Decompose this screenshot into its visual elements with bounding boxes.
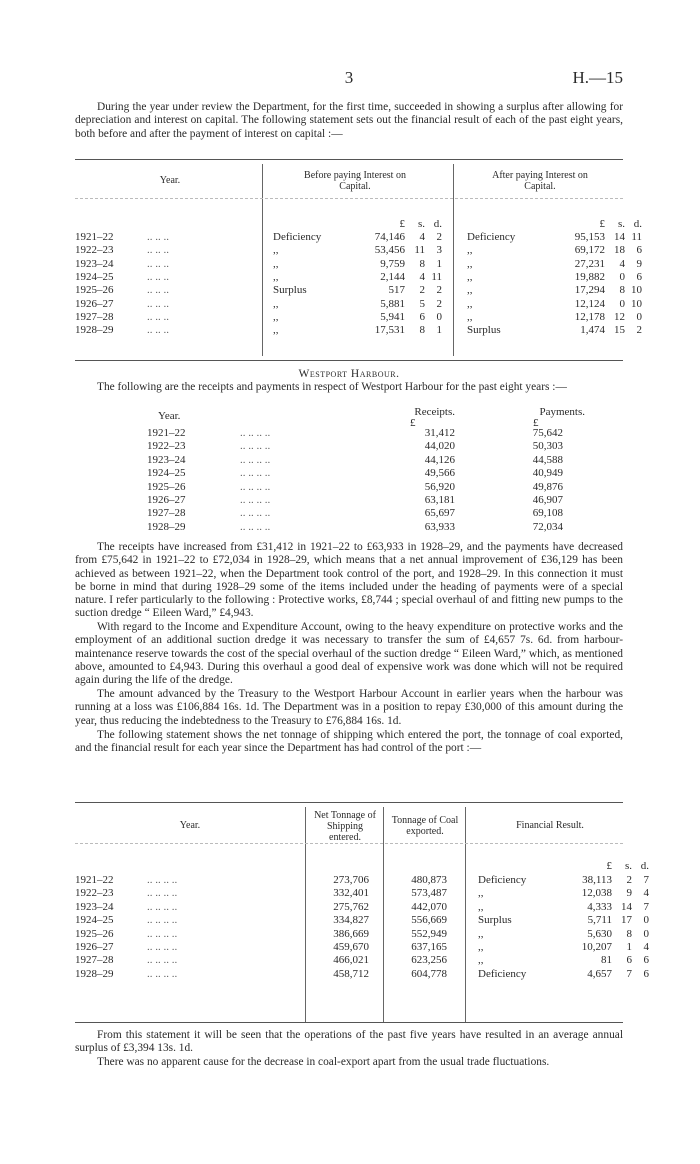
after-pence-cell: 11 — [631, 231, 642, 243]
result-label-cell: ,, — [478, 887, 484, 900]
leader-dots: .. .. .. .. — [240, 507, 271, 520]
year-cell: 1925–26 — [147, 480, 186, 493]
after-label-cell: ,, — [467, 284, 473, 297]
after-shillings-cell: 0 — [619, 297, 625, 310]
payments-cell: 44,588 — [532, 453, 563, 466]
result-shillings-cell: 6 — [626, 954, 632, 967]
result-shillings-cell: 14 — [621, 900, 632, 913]
westport-body — [75, 427, 623, 535]
coal-cell: 556,669 — [411, 914, 447, 927]
leader-dots: .. .. .. — [147, 244, 169, 257]
after-pence-cell: 9 — [636, 257, 642, 270]
leader-dots: .. .. .. — [147, 284, 169, 297]
year-cell: 1921–22 — [75, 874, 114, 886]
result-shillings-cell: 1 — [626, 941, 632, 953]
after-pounds-cell: 1,474 — [580, 324, 605, 337]
result-label-cell: ,, — [478, 900, 484, 913]
table1-year-header: Year. — [159, 175, 181, 186]
result-pounds-cell: 81 — [601, 954, 612, 967]
table3-coal-header: Tonnage of Coal exported. — [391, 815, 459, 837]
after-shillings-cell: 12 — [614, 310, 625, 323]
year-cell: 1926–27 — [75, 941, 114, 953]
result-label-cell: Surplus — [478, 914, 512, 927]
leader-dots: .. .. .. — [147, 231, 169, 243]
table-row — [75, 521, 623, 534]
after-shillings-cell: 14 — [614, 231, 625, 243]
tonnage-cell: 386,669 — [333, 927, 369, 940]
table-row — [75, 494, 623, 507]
after-pounds-cell: 12,178 — [574, 310, 605, 323]
result-shillings-cell: 9 — [626, 887, 632, 900]
table1-header-rule — [75, 198, 623, 199]
coal-cell: 480,873 — [411, 874, 447, 886]
payments-cell: 72,034 — [532, 520, 563, 533]
table1-bottom-rule — [75, 360, 623, 361]
result-pounds-cell: 5,711 — [587, 914, 612, 927]
intro-paragraph: During the year under review the Department, for the first time, succeeded in showing a surplus after allowing for depreciation and interest on capital. The following statement sets out the financial result of each of the past eight years, both before and after the payment of interest on capital :— — [75, 101, 623, 140]
table-row — [75, 887, 649, 900]
table-row — [75, 874, 649, 887]
coal-paragraph: There was no apparent cause for the decrease in coal-export apart from the usual trade fluctuations. — [97, 1056, 550, 1068]
leader-dots: .. .. .. .. — [240, 467, 271, 480]
leader-dots: .. .. .. — [147, 310, 169, 323]
result-pence-cell: 4 — [643, 941, 649, 953]
result-pence-cell: 0 — [643, 914, 649, 927]
unit-pence: d. — [633, 218, 642, 230]
after-label-cell: ,, — [467, 270, 473, 283]
after-shillings-cell: 8 — [619, 284, 625, 297]
result-pence-cell: 6 — [643, 967, 649, 980]
coal-cell: 552,949 — [411, 927, 447, 940]
before-pounds-cell: 17,531 — [374, 324, 405, 337]
table-row — [75, 954, 649, 967]
year-cell: 1928–29 — [75, 324, 114, 337]
before-shillings-cell: 6 — [419, 310, 425, 323]
year-cell: 1924–25 — [147, 467, 186, 480]
westport-year-header: Year. — [158, 410, 181, 422]
unit-pounds: £ — [599, 218, 605, 230]
table1-top-rule — [75, 159, 623, 160]
before-label-cell: Surplus — [273, 284, 307, 297]
before-label-cell: ,, — [273, 270, 279, 283]
before-label-cell: ,, — [273, 324, 279, 337]
before-pence-cell: 0 — [436, 310, 442, 323]
after-pounds-cell: 17,294 — [574, 284, 605, 297]
table-row — [75, 440, 623, 453]
table-row — [75, 427, 623, 440]
leader-dots: .. .. .. .. — [240, 494, 271, 506]
table1-before-header: Before paying Interest on Capital. — [304, 170, 406, 192]
after-pence-cell: 10 — [631, 284, 642, 297]
tonnage-cell: 466,021 — [333, 954, 369, 967]
page-number: 3 — [344, 68, 354, 87]
before-pounds-cell: 9,759 — [380, 257, 405, 270]
table3-header-rule — [75, 843, 623, 844]
tonnage-cell: 334,827 — [333, 914, 369, 927]
result-pence-cell: 0 — [643, 927, 649, 940]
before-label-cell: Deficiency — [273, 231, 322, 243]
table3-bottom-rule — [75, 1022, 623, 1023]
before-shillings-cell: 2 — [419, 284, 425, 297]
year-cell: 1928–29 — [147, 520, 186, 533]
before-label-cell: ,, — [273, 257, 279, 270]
year-cell: 1923–24 — [75, 257, 114, 270]
table3-top-rule — [75, 802, 623, 803]
unit-shillings: s. — [417, 218, 425, 230]
table-row — [75, 914, 649, 927]
leader-dots: .. .. .. .. — [147, 954, 178, 967]
receipts-paragraph: The receipts have increased from £31,412 in 1921–22 to £63,933 in 1928–29, and the payments have decreased from £75,642 in 1921–22 to £72,034 in 1928–29, which means that a net annual improvement of £36,129 has been achieved as between 1921–22, when the Department took control of the port, and 1928–29. In this connection it must be borne in mind that during 1928–29 some of the items included under the heading of payments were of a special nature. I refer particularly to the following : Protective works, £8,744 ; special overhaul of and fitting new pumps to the suction dredge “ Eileen Ward,” £4,943. — [75, 541, 623, 620]
result-shillings-cell: 2 — [626, 874, 632, 886]
table3-tonnage-header: Net Tonnage of Shipping entered. — [314, 810, 376, 843]
receipts-cell: 31,412 — [424, 427, 455, 439]
result-pounds-cell: 5,630 — [587, 927, 612, 940]
payments-cell: 40,949 — [532, 467, 563, 480]
page-header — [75, 68, 623, 90]
table-row — [75, 481, 623, 494]
payments-cell: 69,108 — [532, 507, 563, 520]
coal-cell: 637,165 — [411, 941, 447, 953]
table-row — [75, 284, 642, 297]
unit-shillings: s. — [624, 860, 632, 872]
payments-cell: 49,876 — [532, 480, 563, 493]
leader-dots: .. .. .. .. — [147, 941, 178, 953]
unit-pounds: £ — [606, 860, 612, 872]
after-shillings-cell: 4 — [619, 257, 625, 270]
before-shillings-cell: 4 — [419, 270, 425, 283]
treasury-paragraph: The amount advanced by the Treasury to the Westport Harbour Account in earlier years when the harbour was running at a loss was £106,884 16s. 1d. The Department was in a position to repay £30,000 of this amount during the year, thus reducing the indebtedness to the Treasury to £76,884 16s. 1d. — [75, 688, 623, 727]
table3-units-row — [75, 860, 649, 873]
before-pence-cell: 2 — [436, 284, 442, 297]
coal-cell: 442,070 — [411, 900, 447, 913]
table-row — [75, 297, 642, 311]
result-label-cell: Deficiency — [478, 874, 527, 886]
result-pounds-cell: 4,657 — [587, 967, 612, 980]
coal-cell: 573,487 — [411, 887, 447, 900]
table3-body — [75, 874, 649, 1004]
result-pounds-cell: 38,113 — [582, 874, 612, 886]
after-label-cell: ,, — [467, 297, 473, 310]
document-reference: H.—15 — [572, 68, 623, 87]
leader-dots: .. .. .. .. — [147, 914, 178, 927]
year-cell: 1927–28 — [75, 954, 114, 967]
year-cell: 1927–28 — [147, 507, 186, 520]
tonnage-cell: 458,712 — [333, 967, 369, 980]
before-pence-cell: 3 — [436, 244, 442, 257]
result-shillings-cell: 8 — [626, 927, 632, 940]
table-row — [75, 244, 642, 257]
westport-intro: The following are the receipts and payments in respect of Westport Harbour for the past eight years :— — [97, 381, 567, 393]
income-paragraph: With regard to the Income and Expenditure Account, owing to the heavy expenditure on protective works and the employment of an additional suction dredge it was necessary to transfer the sum of £4,657 7s. 6d. from harbour-maintenance reserve towards the cost of the special overhaul of the suction dredge “ Eileen Ward,” which, as mentioned above, amounted to £4,943. During this overhaul a good deal of expensive work was done which will not be required again during the life of the dredge. — [75, 621, 623, 687]
leader-dots: .. .. .. .. — [240, 520, 271, 533]
tonnage-cell: 273,706 — [333, 874, 369, 886]
after-pence-cell: 6 — [636, 270, 642, 283]
tonnage-cell: 332,401 — [333, 887, 369, 900]
tonnage-cell: 459,670 — [333, 941, 369, 953]
westport-payments-header: Payments. — [539, 406, 585, 418]
before-pounds-cell: 517 — [388, 284, 405, 297]
table1-units-row — [75, 218, 642, 231]
year-cell: 1922–23 — [75, 887, 114, 900]
year-cell: 1921–22 — [147, 427, 186, 439]
after-label-cell: ,, — [467, 310, 473, 323]
table-row — [75, 454, 623, 467]
after-label-cell: Deficiency — [467, 231, 516, 243]
after-pence-cell: 0 — [636, 310, 642, 323]
after-pounds-cell: 12,124 — [574, 297, 605, 310]
after-pounds-cell: 69,172 — [574, 244, 605, 257]
table-row — [75, 900, 649, 914]
coal-cell: 623,256 — [411, 954, 447, 967]
westport-receipts-unit: £ — [410, 417, 416, 429]
leader-dots: .. .. .. .. — [240, 480, 271, 493]
table3-year-header: Year. — [179, 820, 201, 831]
year-cell: 1928–29 — [75, 967, 114, 980]
after-pounds-cell: 19,882 — [574, 270, 605, 283]
after-pence-cell: 2 — [636, 324, 642, 337]
after-shillings-cell: 15 — [614, 324, 625, 337]
after-shillings-cell: 18 — [614, 244, 625, 257]
tonnage-cell: 275,762 — [333, 900, 369, 913]
westport-payments-unit: £ — [533, 417, 539, 429]
year-cell: 1926–27 — [75, 297, 114, 310]
year-cell: 1923–24 — [147, 453, 186, 466]
unit-pence: d. — [433, 218, 442, 230]
before-pounds-cell: 74,146 — [374, 231, 405, 243]
unit-pounds: £ — [399, 218, 405, 230]
result-label-cell: ,, — [478, 941, 484, 953]
result-pence-cell: 6 — [643, 954, 649, 967]
statement-paragraph: The following statement shows the net tonnage of shipping which entered the port, the tonnage of coal exported, and the financial result for each year since the Department has had control of the port :— — [75, 729, 623, 755]
westport-receipts-header: Receipts. — [414, 406, 455, 418]
receipts-cell: 63,181 — [424, 494, 455, 506]
before-shillings-cell: 8 — [419, 324, 425, 337]
result-label-cell: ,, — [478, 927, 484, 940]
payments-cell: 50,303 — [532, 440, 563, 453]
result-pounds-cell: 10,207 — [581, 941, 612, 953]
before-pounds-cell: 5,941 — [380, 310, 405, 323]
after-pounds-cell: 27,231 — [574, 257, 605, 270]
table-row — [75, 324, 642, 337]
leader-dots: .. .. .. .. — [240, 453, 271, 466]
receipts-cell: 44,020 — [424, 440, 455, 453]
year-cell: 1925–26 — [75, 284, 114, 297]
after-label-cell: ,, — [467, 244, 473, 257]
result-pence-cell: 7 — [643, 900, 649, 913]
leader-dots: .. .. .. .. — [147, 927, 178, 940]
before-shillings-cell: 4 — [419, 231, 425, 243]
after-shillings-cell: 0 — [619, 270, 625, 283]
after-pence-cell: 6 — [636, 244, 642, 257]
before-pence-cell: 2 — [436, 231, 442, 243]
result-pence-cell: 4 — [643, 887, 649, 900]
year-cell: 1922–23 — [147, 440, 186, 453]
before-shillings-cell: 5 — [419, 297, 425, 310]
table3-result-header: Financial Result. — [516, 820, 584, 831]
table-row — [75, 231, 642, 244]
leader-dots: .. .. .. — [147, 270, 169, 283]
receipts-cell: 56,920 — [424, 480, 455, 493]
result-shillings-cell: 7 — [626, 967, 632, 980]
result-pounds-cell: 4,333 — [587, 900, 612, 913]
before-pounds-cell: 2,144 — [380, 270, 405, 283]
unit-shillings: s. — [617, 218, 625, 230]
table1-body — [75, 231, 642, 361]
before-pence-cell: 1 — [436, 257, 442, 270]
before-pounds-cell: 53,456 — [374, 244, 405, 257]
year-cell: 1922–23 — [75, 244, 114, 257]
leader-dots: .. .. .. .. — [147, 967, 178, 980]
receipts-cell: 65,697 — [424, 507, 455, 520]
year-cell: 1924–25 — [75, 914, 114, 927]
receipts-cell: 63,933 — [424, 520, 455, 533]
year-cell: 1924–25 — [75, 270, 114, 283]
leader-dots: .. .. .. — [147, 297, 169, 310]
year-cell: 1923–24 — [75, 900, 114, 913]
before-label-cell: ,, — [273, 297, 279, 310]
before-pence-cell: 11 — [431, 270, 442, 283]
leader-dots: .. .. .. .. — [147, 874, 178, 886]
before-shillings-cell: 8 — [419, 257, 425, 270]
leader-dots: .. .. .. — [147, 324, 169, 337]
receipts-cell: 49,566 — [424, 467, 455, 480]
receipts-cell: 44,126 — [424, 453, 455, 466]
year-cell: 1926–27 — [147, 494, 186, 506]
year-cell: 1925–26 — [75, 927, 114, 940]
result-label-cell: ,, — [478, 954, 484, 967]
table-row — [75, 941, 649, 954]
leader-dots: .. .. .. — [147, 257, 169, 270]
leader-dots: .. .. .. .. — [240, 440, 271, 453]
after-pence-cell: 10 — [631, 297, 642, 310]
after-label-cell: ,, — [467, 257, 473, 270]
unit-pence: d. — [640, 860, 649, 872]
result-label-cell: Deficiency — [478, 967, 527, 980]
table-row — [75, 967, 649, 981]
year-cell: 1921–22 — [75, 231, 114, 243]
table-row — [75, 270, 642, 284]
payments-cell: 75,642 — [532, 427, 563, 439]
payments-cell: 46,907 — [532, 494, 563, 506]
before-pence-cell: 2 — [436, 297, 442, 310]
result-pounds-cell: 12,038 — [581, 887, 612, 900]
surplus-paragraph: From this statement it will be seen that the operations of the past five years have resulted in an average annual surplus of £3,394 13s. 1d. — [75, 1029, 623, 1055]
after-pounds-cell: 95,153 — [574, 231, 605, 243]
before-pence-cell: 1 — [436, 324, 442, 337]
before-label-cell: ,, — [273, 244, 279, 257]
result-pence-cell: 7 — [643, 874, 649, 886]
year-cell: 1927–28 — [75, 310, 114, 323]
table-row — [75, 310, 642, 324]
before-pounds-cell: 5,881 — [380, 297, 405, 310]
table1-after-header: After paying Interest on Capital. — [492, 170, 588, 192]
leader-dots: .. .. .. .. — [147, 887, 178, 900]
after-label-cell: Surplus — [467, 324, 501, 337]
table-row — [75, 927, 649, 941]
table-row — [75, 467, 623, 480]
leader-dots: .. .. .. .. — [147, 900, 178, 913]
table-row — [75, 507, 623, 520]
leader-dots: .. .. .. .. — [240, 427, 271, 439]
before-label-cell: ,, — [273, 310, 279, 323]
result-shillings-cell: 17 — [621, 914, 632, 927]
westport-title: Westport Harbour. — [298, 368, 400, 380]
table-row — [75, 257, 642, 271]
coal-cell: 604,778 — [411, 967, 447, 980]
before-shillings-cell: 11 — [414, 244, 425, 257]
